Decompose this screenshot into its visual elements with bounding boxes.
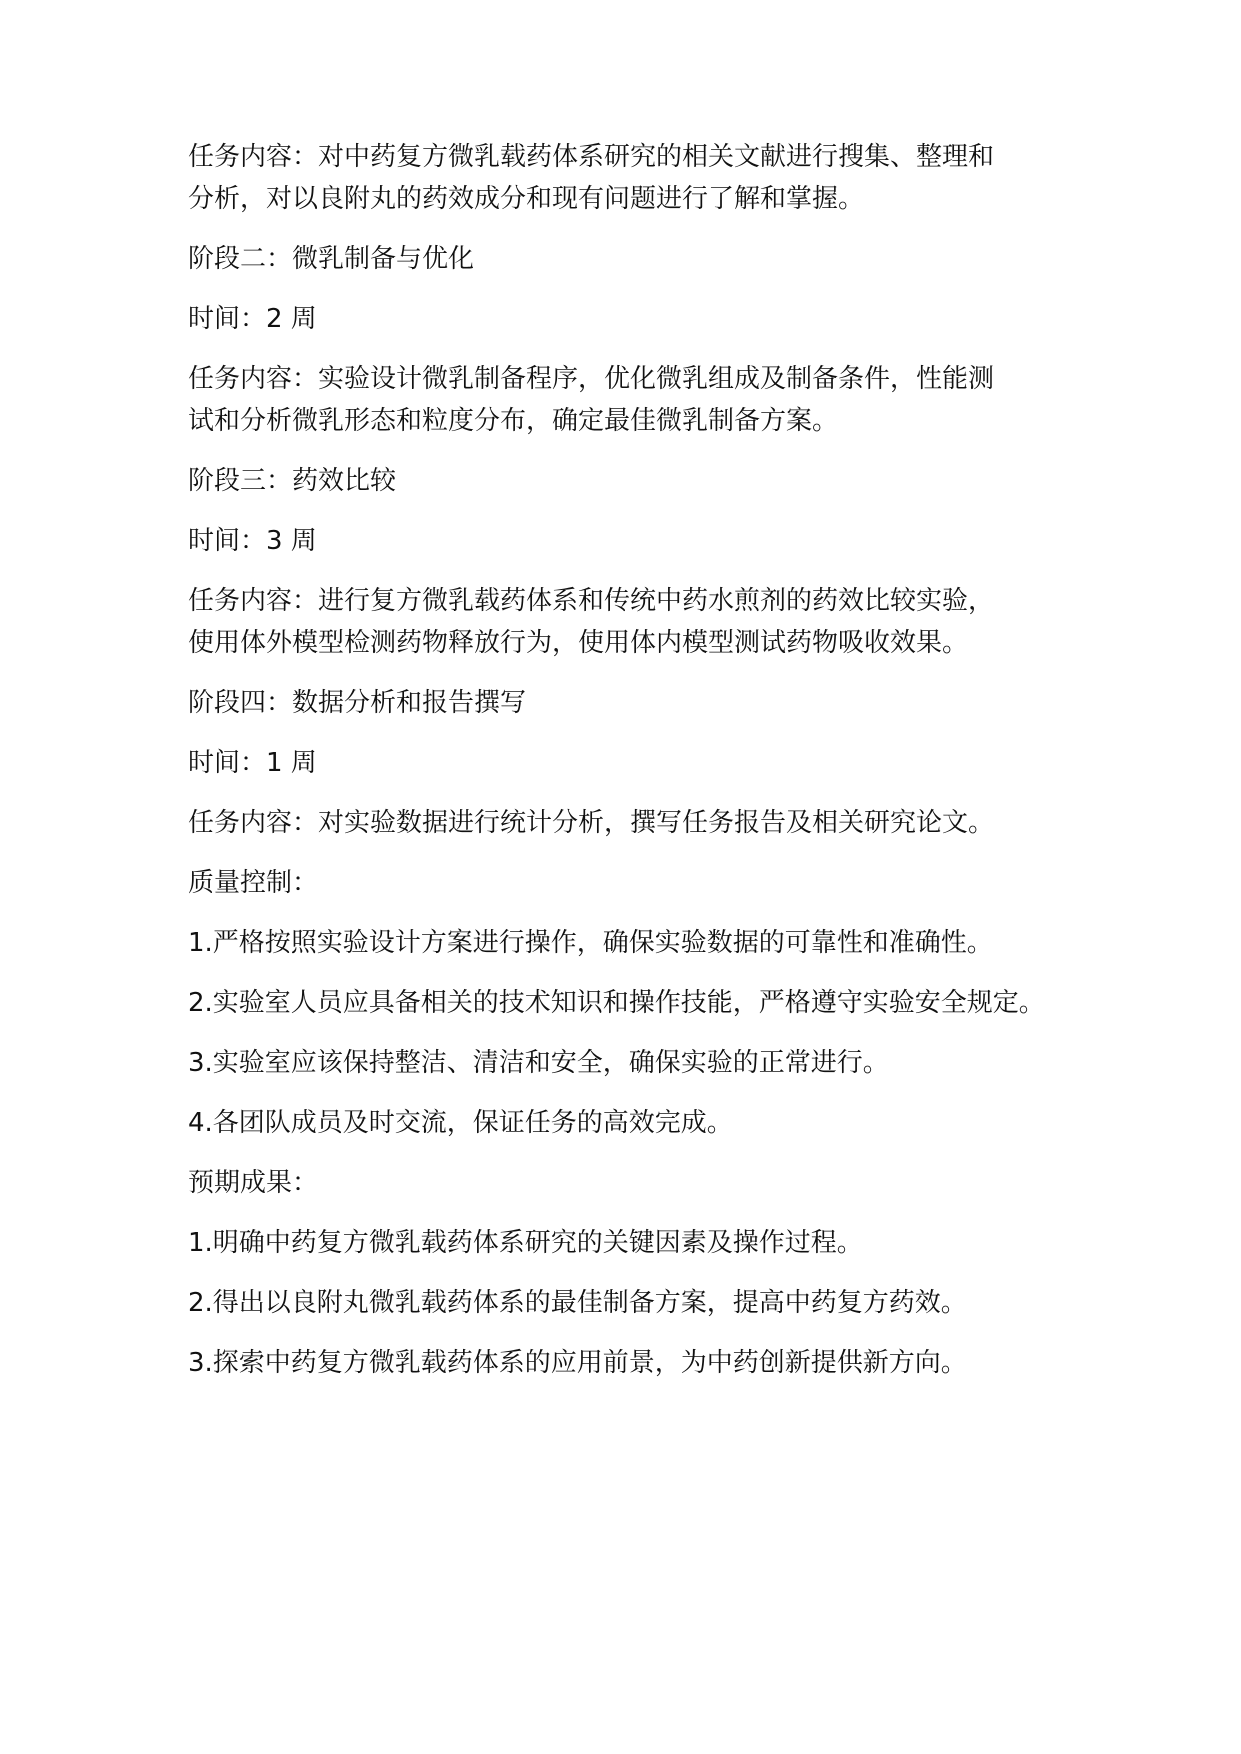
text-line: 任务内容：对实验数据进行统计分析，撰写任务报告及相关研究论文。 <box>188 808 995 838</box>
list-item: 4.各团队成员及时交流，保证任务的高效完成。 <box>188 1108 733 1138</box>
section-heading: 预期成果： <box>188 1168 319 1198</box>
list-item: 3.实验室应该保持整洁、清洁和安全，确保实验的正常进行。 <box>188 1048 889 1078</box>
text-line: 任务内容：实验设计微乳制备程序，优化微乳组成及制备条件，性能测 <box>188 364 995 394</box>
text-line: 分析，对以良附丸的药效成分和现有问题进行了解和掌握。 <box>188 184 865 214</box>
text-line: 时间：1 周 <box>188 748 317 778</box>
text-line: 时间：3 周 <box>188 526 317 556</box>
list-item: 2.得出以良附丸微乳载药体系的最佳制备方案，提高中药复方药效。 <box>188 1288 967 1318</box>
section-heading: 质量控制： <box>188 868 319 898</box>
list-item: 1.明确中药复方微乳载药体系研究的关键因素及操作过程。 <box>188 1228 863 1258</box>
list-item: 3.探索中药复方微乳载药体系的应用前景，为中药创新提供新方向。 <box>188 1348 967 1378</box>
text-line: 使用体外模型检测药物释放行为，使用体内模型测试药物吸收效果。 <box>188 628 969 658</box>
section-heading: 阶段三：药效比较 <box>188 466 397 496</box>
text-line: 任务内容：对中药复方微乳载药体系研究的相关文献进行搜集、整理和 <box>188 142 995 172</box>
list-item: 1.严格按照实验设计方案进行操作，确保实验数据的可靠性和准确性。 <box>188 928 993 958</box>
section-heading: 阶段二：微乳制备与优化 <box>188 244 475 274</box>
text-line: 试和分析微乳形态和粒度分布，确定最佳微乳制备方案。 <box>188 406 839 436</box>
list-item: 2.实验室人员应具备相关的技术知识和操作技能，严格遵守实验安全规定。 <box>188 988 1045 1018</box>
section-heading: 阶段四：数据分析和报告撰写 <box>188 688 527 718</box>
text-line: 任务内容：进行复方微乳载药体系和传统中药水煎剂的药效比较实验， <box>188 586 995 616</box>
text-line: 时间：2 周 <box>188 304 317 334</box>
